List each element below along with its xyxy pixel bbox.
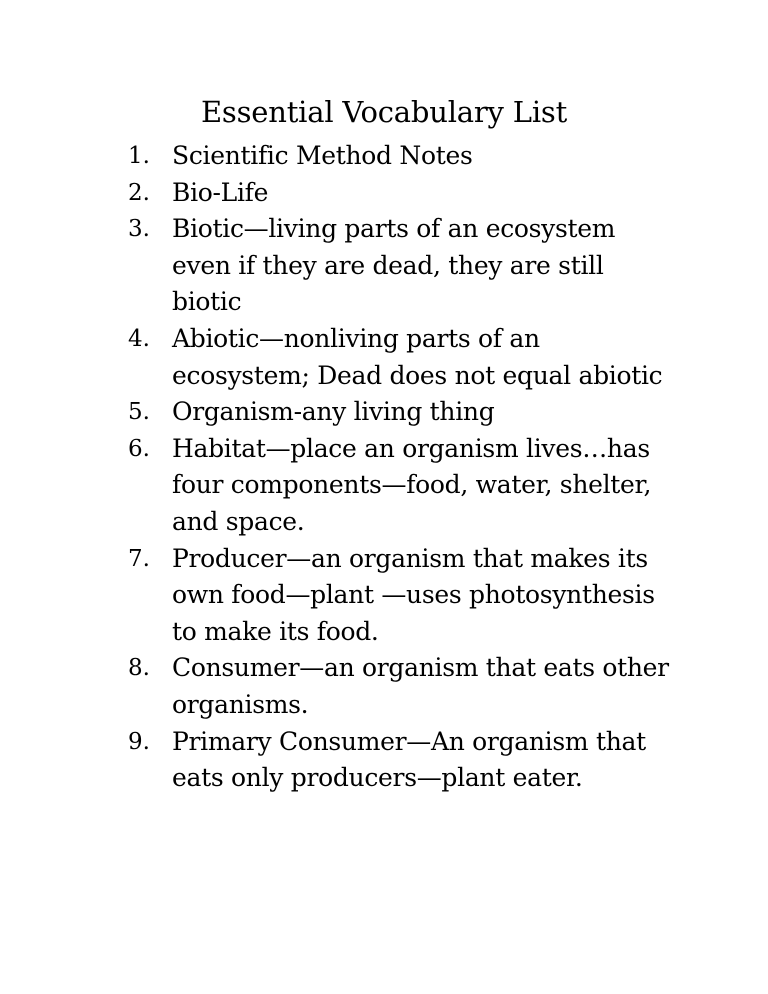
item-number: 3.: [128, 216, 150, 243]
item-text: Primary Consumer—An organism that eats only producers—plant eater.: [172, 726, 646, 793]
page-title: Essential Vocabulary List: [200, 95, 568, 129]
list-item: [0, 650, 672, 723]
item-number: 4.: [128, 325, 150, 352]
list-item: [0, 321, 672, 394]
vocabulary-list: [0, 138, 768, 797]
list-item: [0, 431, 672, 541]
item-number: 5.: [128, 399, 150, 426]
item-text: Producer—an organism that makes its own food—plant —uses photosynthesis to make its food.: [172, 543, 655, 646]
item-number: 6.: [128, 435, 150, 462]
list-item: [0, 211, 672, 321]
item-text: Scientific Method Notes: [172, 141, 473, 170]
item-text: Organism-any living thing: [172, 397, 495, 427]
item-number: 8.: [128, 655, 150, 682]
item-text: Abiotic—nonliving parts of an ecosystem; Dead does not equal abiotic: [172, 323, 663, 390]
item-number: 7.: [128, 545, 150, 572]
list-item: [0, 541, 672, 651]
item-text: Bio-Life: [172, 177, 269, 207]
list-item: [0, 724, 672, 797]
item-text: Biotic—living parts of an ecosystem even if they are dead, they are still biotic: [172, 214, 616, 317]
item-text: Habitat—place an organism lives…has four components—food, water, shelter, and space.: [172, 433, 652, 536]
item-number: 1.: [128, 143, 150, 169]
list-item: [0, 138, 672, 175]
list-item: [0, 175, 672, 212]
item-text: Consumer—an organism that eats other organisms.: [172, 653, 669, 719]
item-number: 9.: [128, 728, 150, 755]
item-number: 2.: [128, 179, 150, 206]
list-item: [0, 394, 672, 431]
